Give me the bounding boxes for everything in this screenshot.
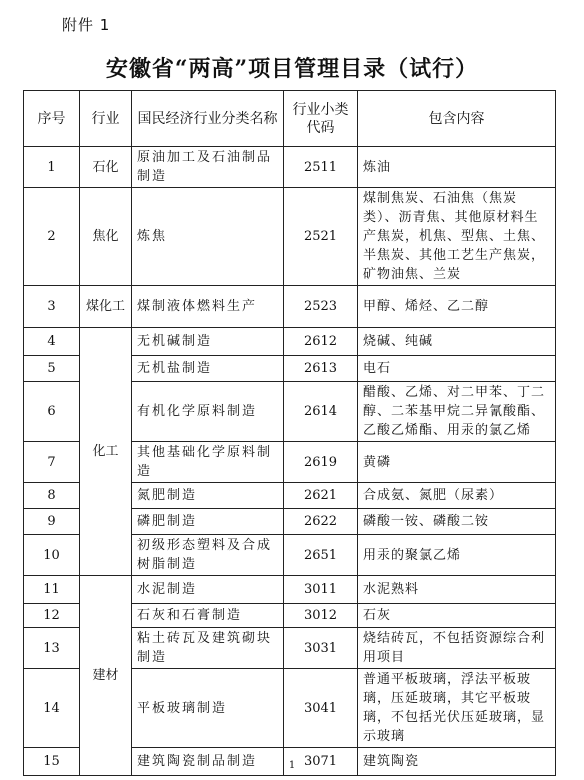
row-industry: 煤化工 — [80, 286, 132, 328]
row-content: 煤制焦炭、石油焦（焦炭类）、沥青焦、其他原材料生产焦炭，机焦、型焦、土焦、半焦炭、其他工艺生产焦炭，矿物油焦、兰炭 — [358, 188, 556, 286]
row-content: 磷酸一铵、磷酸二铵 — [358, 509, 556, 535]
table-row — [24, 576, 556, 604]
row-content: 建筑陶瓷 — [358, 748, 556, 776]
row-name: 粘土砖瓦及建筑砌块制造 — [132, 628, 284, 669]
row-content: 普通平板玻璃，浮法平板玻璃，压延玻璃，其它平板玻璃，不包括光伏压延玻璃，显示玻璃 — [358, 669, 556, 748]
row-code: 2621 — [284, 483, 358, 509]
row-content: 炼油 — [358, 147, 556, 188]
row-code: 3012 — [284, 604, 358, 628]
table-row — [24, 188, 556, 286]
table-row — [24, 328, 556, 356]
catalog-table — [23, 90, 556, 776]
row-code: 2511 — [284, 147, 358, 188]
row-code: 3071 — [284, 748, 358, 776]
header-code: 行业小类代码 — [284, 91, 358, 147]
row-industry: 石化 — [80, 147, 132, 188]
header-content: 包含内容 — [358, 91, 556, 147]
row-content: 烧碱、纯碱 — [358, 328, 556, 356]
row-no: 11 — [24, 576, 80, 604]
row-code: 2612 — [284, 328, 358, 356]
row-name: 无机盐制造 — [132, 356, 284, 382]
row-no: 2 — [24, 188, 80, 286]
table-row — [24, 147, 556, 188]
row-no: 7 — [24, 442, 80, 483]
row-no: 4 — [24, 328, 80, 356]
row-content: 石灰 — [358, 604, 556, 628]
row-name: 磷肥制造 — [132, 509, 284, 535]
row-no: 3 — [24, 286, 80, 328]
row-no: 13 — [24, 628, 80, 669]
row-content: 水泥熟料 — [358, 576, 556, 604]
row-code: 2613 — [284, 356, 358, 382]
row-no: 1 — [24, 147, 80, 188]
row-no: 8 — [24, 483, 80, 509]
row-code: 2619 — [284, 442, 358, 483]
row-code: 3041 — [284, 669, 358, 748]
row-name: 氮肥制造 — [132, 483, 284, 509]
row-industry: 建材 — [80, 576, 132, 776]
row-name: 煤制液体燃料生产 — [132, 286, 284, 328]
table-row — [24, 286, 556, 328]
annex-label: 附件 1 — [62, 16, 111, 34]
row-content: 烧结砖瓦，不包括资源综合利用项目 — [358, 628, 556, 669]
row-content: 醋酸、乙烯、对二甲苯、丁二醇、二苯基甲烷二异氰酸酯、乙酸乙烯酯、用汞的氯乙烯 — [358, 382, 556, 442]
row-name: 原油加工及石油制品制造 — [132, 147, 284, 188]
row-name: 炼焦 — [132, 188, 284, 286]
row-industry: 焦化 — [80, 188, 132, 286]
row-name: 无机碱制造 — [132, 328, 284, 356]
row-code: 2614 — [284, 382, 358, 442]
row-content: 甲醇、烯烃、乙二醇 — [358, 286, 556, 328]
row-no: 10 — [24, 535, 80, 576]
row-no: 14 — [24, 669, 80, 748]
page-number: 1 — [288, 760, 296, 771]
document-title: 安徽省“两高”项目管理目录（试行） — [105, 56, 479, 82]
row-name: 建筑陶瓷制品制造 — [132, 748, 284, 776]
row-no: 15 — [24, 748, 80, 776]
row-no: 9 — [24, 509, 80, 535]
row-code: 3011 — [284, 576, 358, 604]
row-name: 其他基础化学原料制造 — [132, 442, 284, 483]
row-industry: 化工 — [80, 328, 132, 576]
row-no: 5 — [24, 356, 80, 382]
row-content: 电石 — [358, 356, 556, 382]
row-content: 用汞的聚氯乙烯 — [358, 535, 556, 576]
header-name: 国民经济行业分类名称 — [132, 91, 284, 147]
row-name: 平板玻璃制造 — [132, 669, 284, 748]
row-content: 合成氨、氮肥（尿素） — [358, 483, 556, 509]
row-name: 石灰和石膏制造 — [132, 604, 284, 628]
row-code: 2523 — [284, 286, 358, 328]
row-code: 2521 — [284, 188, 358, 286]
row-no: 6 — [24, 382, 80, 442]
row-name: 水泥制造 — [132, 576, 284, 604]
row-name: 有机化学原料制造 — [132, 382, 284, 442]
table-header-row — [24, 91, 556, 147]
header-industry: 行业 — [80, 91, 132, 147]
header-no: 序号 — [24, 91, 80, 147]
row-code: 2622 — [284, 509, 358, 535]
row-content: 黄磷 — [358, 442, 556, 483]
row-code: 3031 — [284, 628, 358, 669]
row-no: 12 — [24, 604, 80, 628]
row-name: 初级形态塑料及合成树脂制造 — [132, 535, 284, 576]
row-code: 2651 — [284, 535, 358, 576]
